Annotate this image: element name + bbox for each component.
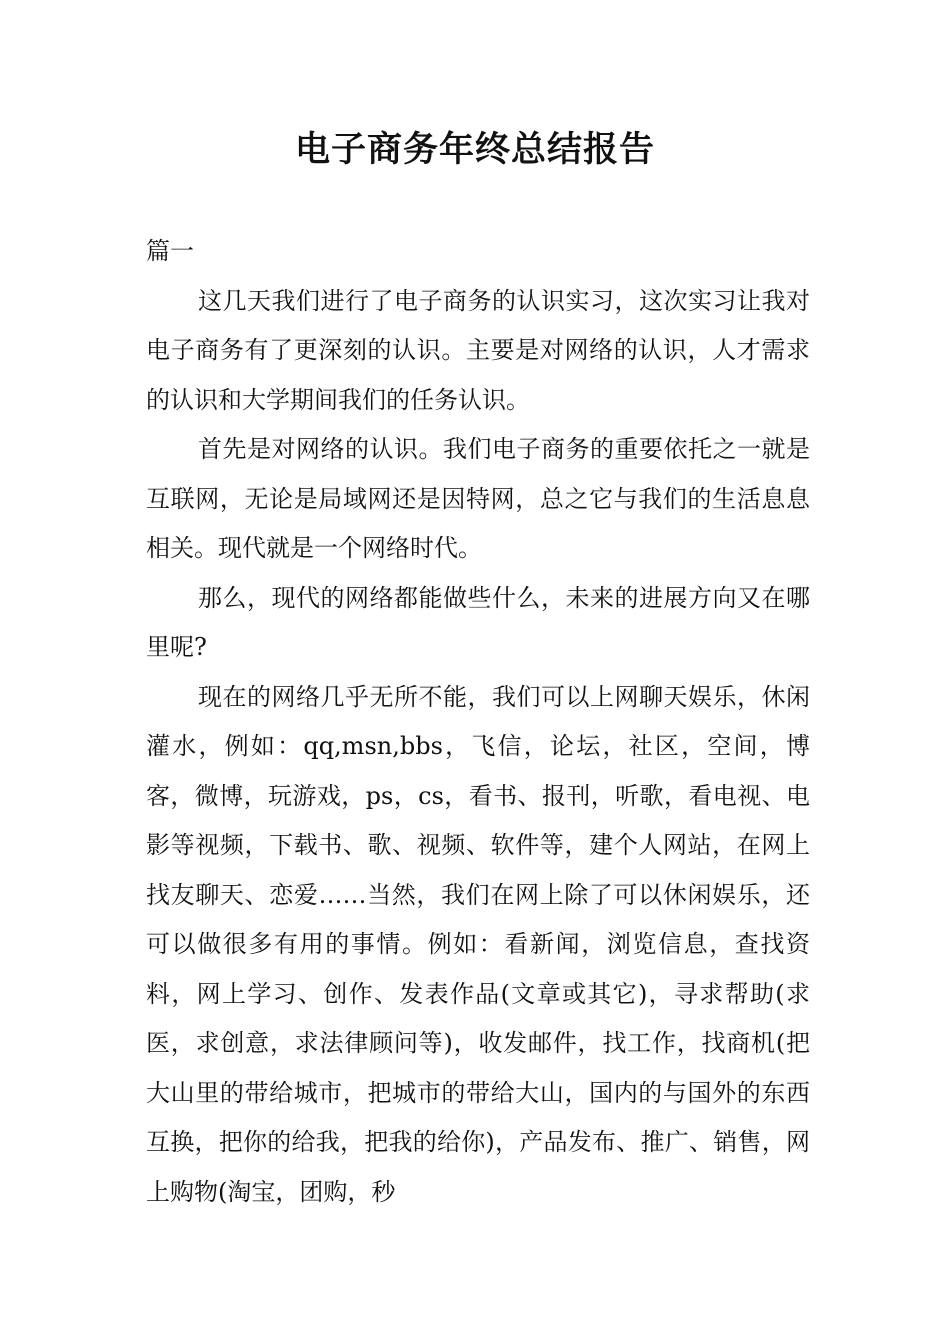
document-title: 电子商务年终总结报告 bbox=[294, 130, 655, 170]
paragraph-1: 这几天我们进行了电子商务的认识实习，这次实习让我对电子商务有了更深刻的认识。主要是对网络的认识，人才需求的认识和大学期间我们的任务认识。 bbox=[146, 286, 810, 414]
paragraph-3: 那么，现代的网络都能做些什么，未来的进展方向又在哪里呢? bbox=[146, 583, 810, 661]
paragraph-4: 现在的网络几乎无所不能，我们可以上网聊天娱乐，休闲灌水，例如：qq,msn,bbs，飞信，论坛，社区，空间，博客，微博，玩游戏，ps，cs，看书、报刊，听歌，看电视、电影等视频，下载书、歌、视频、软件等，建个人网站，在网上找友聊天、恋爱……当然，我们在网上除了可以休闲娱乐，还可以做很多有用的事情。例如：看新闻，浏览信息，查找资料，网上学习、创作、发表作品(文章或其它)，寻求帮助(求医，求创意，求法律顾问等)，收发邮件，找工作，找商机(把大山里的带给城市，把城市的带给大山，国内的与国外的东西互换，把你的给我，把我的给你)，产品发布、推广、销售，网上购物(淘宝，团购，秒 bbox=[146, 682, 810, 1206]
section-label: 篇一 bbox=[146, 237, 194, 265]
paragraph-2: 首先是对网络的认识。我们电子商务的重要依托之一就是互联网，无论是局域网还是因特网，总之它与我们的生活息息相关。现代就是一个网络时代。 bbox=[146, 435, 810, 562]
document-body bbox=[146, 227, 810, 1217]
